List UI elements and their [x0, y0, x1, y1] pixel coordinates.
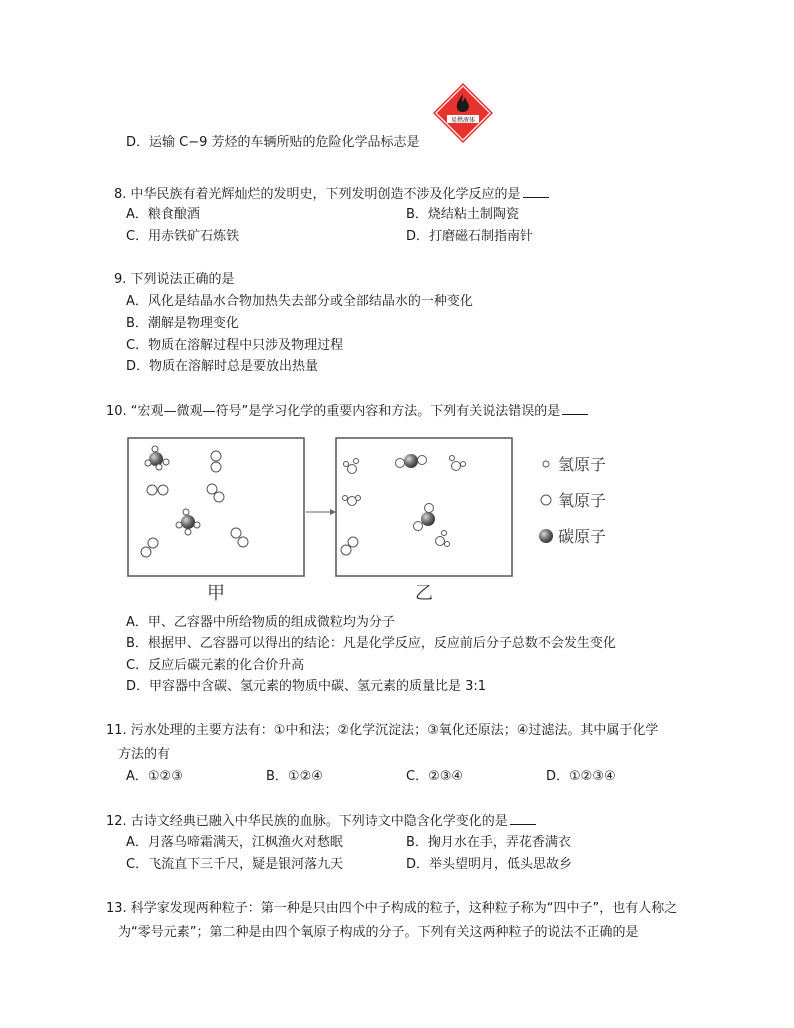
water-molecule [450, 456, 466, 471]
methane-molecule [145, 446, 169, 470]
q12-option-a: A．月落乌啼霜满天，江枫渔火对愁眠 [126, 835, 343, 850]
q9-option-a: A．风化是结晶水合物加热失去部分或全部结晶水的一种变化 [126, 294, 473, 309]
q8-option-c: C．用赤铁矿石炼铁 [126, 229, 240, 244]
reaction-diagram [126, 436, 626, 606]
oxygen-atom-icon [541, 495, 551, 505]
answer-blank [523, 185, 549, 198]
q13-stem: 13. 科学家发现两种粒子：第一种是只由四个中子构成的粒子，这种粒子称为“四中子”，也有人称之 [106, 901, 678, 916]
q12-stem: 12. 古诗文经典已融入中华民族的血脉。下列诗文中隐含化学变化的是 [106, 812, 536, 831]
legend-oxygen: 氧原子 [558, 491, 607, 510]
q10-option-a: A．甲、乙容器中所给物质的组成微粒均为分子 [126, 615, 395, 630]
q9-option-d: D．物质在溶解时总是要放出热量 [126, 359, 319, 374]
q12-option-d: D．举头望明月，低头思故乡 [406, 857, 573, 872]
answer-blank [510, 812, 536, 825]
q10-stem: 10. “宏观—微观—符号”是学习化学的重要内容和方法。下列有关说法错误的是 [106, 402, 588, 421]
q9-option-b: B．潮解是物理变化 [126, 316, 239, 331]
q12-option-b: B．掬月水在手，弄花香满衣 [406, 835, 571, 850]
water-molecule [343, 496, 361, 506]
q7-option-d: D．运输 C−9 芳烃的车辆所贴的危险化学品标志是 [126, 135, 420, 150]
q8-option-b: B．烧结粘土制陶瓷 [406, 207, 519, 222]
carbon-dioxide-molecule [414, 504, 436, 531]
oxygen-molecule [341, 537, 358, 555]
q11-stem: 11. 污水处理的主要方法有：①中和法；②化学沉淀法；③氧化还原法；④过滤法。其中属于化学 [106, 723, 659, 738]
methane-molecule [176, 509, 200, 535]
q11-option-b: B．①②④ [266, 769, 323, 784]
q10-option-b: B．根据甲、乙容器可以得出的结论：凡是化学反应，反应前后分子总数不会发生变化 [126, 636, 616, 651]
q12-option-c: C．飞流直下三千尺，疑是银河落九天 [126, 857, 344, 872]
water-molecule [436, 531, 450, 547]
sign-text: 易燃液体 [450, 117, 476, 124]
q8-stem: 8. 中华民族有着光辉灿烂的发明史，下列发明创造不涉及化学反应的是 [114, 185, 549, 204]
q11-stem-cont: 方法的有 [118, 747, 171, 762]
legend-hydrogen: 氢原子 [558, 455, 607, 474]
legend-carbon: 碳原子 [558, 527, 607, 546]
q10-option-d: D．甲容器中含碳、氢元素的物质中碳、氢元素的质量比是 3:1 [126, 679, 487, 694]
q9-option-c: C．物质在溶解过程中只涉及物理过程 [126, 338, 344, 353]
arrow-icon [330, 509, 336, 515]
q8-option-d: D．打磨磁石制指南针 [406, 229, 534, 244]
legend [539, 455, 606, 546]
q11-option-d: D．①②③④ [546, 769, 616, 784]
hydrogen-atom-icon [543, 461, 549, 467]
flammable-liquid-sign [432, 82, 494, 144]
q10-option-c: C．反应后碳元素的化合价升高 [126, 658, 305, 673]
label-yi: 乙 [415, 583, 433, 604]
q8-option-a: A．粮食酿酒 [126, 207, 200, 222]
carbon-atom-icon [539, 529, 553, 543]
water-molecule [344, 459, 359, 474]
carbon-dioxide-molecule [396, 454, 427, 468]
q11-option-a: A．①②③ [126, 769, 183, 784]
answer-blank [562, 402, 588, 415]
oxygen-molecule [207, 484, 224, 502]
hazard-diamond [433, 83, 493, 143]
q11-option-c: C．②③④ [406, 769, 464, 784]
q9-stem: 9. 下列说法正确的是 [114, 272, 235, 287]
oxygen-molecule [147, 485, 168, 495]
q13-stem-cont: 为“零号元素”；第二种是由四个氧原子构成的分子。下列有关这两种粒子的说法不正确的是 [118, 925, 639, 940]
oxygen-molecule [231, 528, 248, 547]
oxygen-molecule [141, 538, 158, 557]
label-jia: 甲 [207, 583, 225, 604]
oxygen-molecule [211, 451, 221, 472]
